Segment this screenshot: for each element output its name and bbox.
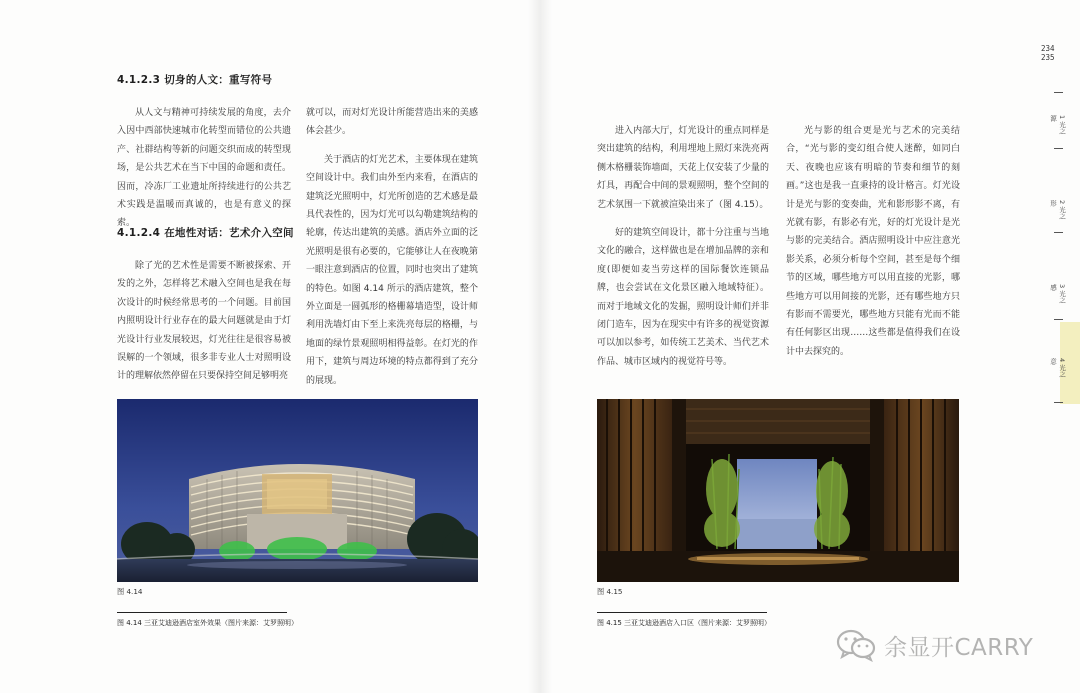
nav-divider bbox=[1054, 232, 1063, 233]
chapter-side-nav bbox=[1040, 40, 1080, 680]
paragraph: 光与影的组合更是光与艺术的完美结合，“光与影的变幻组合使人迷醉，如同白天、夜晚也应该有明暗的节奏和细节的刻画。”这也是我一直秉持的设计格言。灯光设计是光与影的变奏曲，光和影形影不离，有光就有影，有影必有光，好的灯光设计是光与影的完美结合。酒店照明设计中应注意光影关系，必须分析每个空间，甚至是每个细节的区域，哪些地方可以用直接的光影，哪些地方可以用间接的光影，还有哪些地方只有影而不需要光，哪些地方只能有光而不能有任何影区出现……这些都是值得我们在设计中去探究的。 bbox=[786, 126, 960, 357]
figure-label-4-15: 图 4.15 bbox=[597, 587, 623, 596]
chapter-2-tab[interactable]: 2 光之形 bbox=[1049, 200, 1066, 220]
wechat-icon bbox=[836, 628, 876, 662]
figure-caption-4-14: 图 4.14 三亚艾迪逊酒店室外效果（图片来源：艾罗照明） bbox=[117, 619, 299, 627]
left-column-1 bbox=[117, 104, 291, 243]
nav-divider bbox=[1054, 92, 1063, 93]
book-gutter bbox=[528, 0, 552, 693]
chapter-1-tab[interactable]: 1 光之源 bbox=[1049, 115, 1066, 135]
paragraph: 除了光的艺术性是需要不断被探索、开发的之外，怎样将艺术融入空间也是我在每次设计的时候经常思考的一个问题。目前国内照明设计行业存在的最大问题就是由于灯光设计行业发展较迟，灯光往往是很容易被误解的一个领域，很多非专业人士对照明设计的理解依然停留在只要保持空间足够明亮 bbox=[117, 261, 291, 382]
section-heading-4123: 4.1.2.3 切身的人文：重写符号 bbox=[117, 74, 273, 86]
page-number-right: 235 bbox=[1041, 53, 1055, 62]
right-column-2 bbox=[786, 122, 960, 371]
figure-label-4-14: 图 4.14 bbox=[117, 587, 143, 596]
page-number-left: 234 bbox=[1041, 44, 1055, 53]
caption-rule bbox=[597, 612, 767, 613]
left-column-1b bbox=[117, 257, 291, 396]
left-column-2 bbox=[306, 104, 478, 400]
watermark bbox=[836, 628, 1033, 662]
hotel-exterior-photo bbox=[117, 399, 478, 582]
right-column-1 bbox=[597, 122, 769, 381]
chapter-3-tab[interactable]: 3 光之感 bbox=[1049, 284, 1066, 304]
hotel-entrance-photo bbox=[597, 399, 959, 582]
nav-divider bbox=[1054, 402, 1063, 403]
paragraph: 从人文与精神可持续发展的角度，去介入因中西部快速城市化转型而错位的公共遗产、社群结构等新的问题交织而成的转型现场，是公共艺术在当下中国的命题和责任。因而，冷冻厂工业遗址所持续进行的公共艺术实践是温暖而真诚的，也是有意义的探索。 bbox=[117, 108, 291, 229]
section-heading-4124: 4.1.2.4 在地性对话：艺术介入空间 bbox=[117, 227, 294, 239]
nav-divider bbox=[1054, 319, 1063, 320]
paragraph: 进入内部大厅，灯光设计的重点同样是突出建筑的结构，利用埋地上照灯来洗亮两侧木格栅装饰墙面，天花上仅安装了少量的灯具，再配合中间的景观照明，整个空间的艺术氛围一下就被渲染出来了（图 4.15）。 bbox=[597, 126, 769, 210]
nav-divider bbox=[1054, 148, 1063, 149]
figure-caption-4-15: 图 4.15 三亚艾迪逊酒店入口区（图片来源：艾罗照明） bbox=[597, 619, 772, 627]
paragraph: 好的建筑空间设计，都十分注重与当地文化的融合，这样做也是在增加品牌的亲和度(即便如麦当劳这样的国际餐饮连锁品牌，也会尝试在文化景区融入地域特征）。而对于地域文化的发掘，照明设计师们并非闭门造车，因为在现实中有许多的视觉资源可以加以参考，如传统工艺美术、当代艺术作品、城市区域内的视觉符号等。 bbox=[597, 228, 769, 367]
hotel-entrance-illustration bbox=[597, 399, 959, 582]
hotel-exterior-illustration bbox=[117, 399, 478, 582]
watermark-text: 余显开CARRY bbox=[884, 634, 1034, 661]
chapter-4-tab[interactable]: 4 光之意 bbox=[1049, 358, 1066, 378]
paragraph: 就可以，而对灯光设计所能营造出来的美感体会甚少。 bbox=[306, 108, 478, 137]
paragraph: 关于酒店的灯光艺术，主要体现在建筑空间设计中。我们由外至内来看，在酒店的建筑泛光照明中，灯光所创造的艺术感是最具代表性的，因为灯光可以勾勒建筑结构的轮廓，传达出建筑的美感。酒店外立面的泛光照明是很有必要的，它能够让人在夜晚第一眼注意到酒店的位置，同时也突出了建筑的特色。如图 4.14 所示的酒店建筑，整个外立面是一圆弧形的格栅幕墙造型，设计师利用洗墙灯由下至上来洗亮每层的格栅，与地面的绿竹景观照明相得益彰。在灯光的作用下，建筑与周边环境的特点都得到了充分的展现。 bbox=[306, 154, 478, 386]
caption-rule bbox=[117, 612, 287, 613]
